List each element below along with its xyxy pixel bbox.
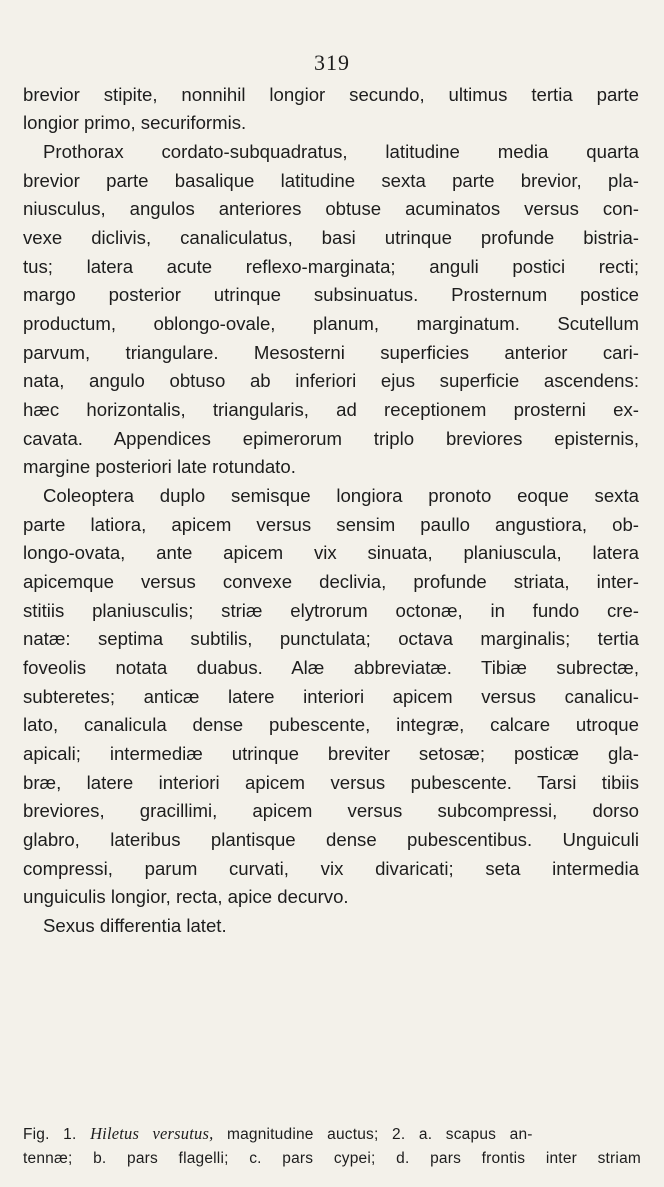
text-line: vexe diclivis, canaliculatus, basi utrinque profunde bistria-: [23, 227, 639, 248]
text-line: margo posterior utrinque subsinuatus. Prosternum postice: [23, 284, 639, 305]
text-line: longo-ovata, ante apicem vix sinuata, planiuscula, latera: [23, 542, 639, 563]
text-line: Sexus differentia latet.: [43, 915, 227, 936]
text-line: breviores, gracillimi, apicem versus subcompressi, dorso: [23, 800, 639, 821]
text-line: compressi, parum curvati, vix divaricati; seta intermedia: [23, 858, 639, 879]
figure-caption-line-2: tennæ; b. pars flagelli; c. pars cypei; d. pars frontis inter striam: [23, 1150, 641, 1167]
text-line: cavata. Appendices epimerorum triplo breviores episternis,: [23, 428, 639, 449]
text-line: tus; latera acute reflexo-marginata; anguli postici recti;: [23, 256, 639, 277]
text-line: hæc horizontalis, triangularis, ad receptionem prosterni ex-: [23, 399, 639, 420]
text-line: productum, oblongo-ovale, planum, marginatum. Scutellum: [23, 313, 639, 334]
text-line: bræ, latere interiori apicem versus pubescente. Tarsi tibiis: [23, 772, 639, 793]
text-line: brevior stipite, nonnihil longior secundo, ultimus tertia parte: [23, 84, 639, 105]
text-line: margine posteriori late rotundato.: [23, 456, 296, 477]
text-line: apicali; intermediæ utrinque breviter setosæ; posticæ gla-: [23, 743, 639, 764]
text-line: glabro, lateribus plantisque dense pubescentibus. Unguiculi: [23, 829, 639, 850]
figure-caption-line-1: [23, 1124, 533, 1145]
text-line: parvum, triangulare. Mesosterni superficies anterior cari-: [23, 342, 639, 363]
text-line: stitiis planiusculis; striæ elytrorum octonæ, in fundo cre-: [23, 600, 639, 621]
text-line: longior primo, securiformis.: [23, 112, 247, 133]
text-line: unguiculis longior, recta, apice decurvo.: [23, 886, 349, 907]
page-number: 319: [314, 50, 350, 75]
text-line: niusculus, angulos anteriores obtuse acuminatos versus con-: [23, 198, 639, 219]
text-line: Prothorax cordato-subquadratus, latitudine media quarta: [43, 141, 639, 162]
text-line: lato, canalicula dense pubescente, integræ, calcare utroque: [23, 714, 639, 735]
figure-label: Fig. 1.: [23, 1126, 77, 1143]
text-line: parte latiora, apicem versus sensim paullo angustiora, ob-: [23, 514, 639, 535]
text-line: brevior parte basalique latitudine sexta parte brevior, pla-: [23, 170, 639, 191]
caption-text: magnitudine auctus; 2. a. scapus an-: [226, 1126, 533, 1143]
text-line: natæ: septima subtilis, punctulata; octava marginalis; tertia: [23, 628, 639, 649]
text-line: subteretes; anticæ latere interiori apicem versus canalicu-: [23, 686, 639, 707]
text-line: nata, angulo obtuso ab inferiori ejus superficie ascendens:: [23, 370, 639, 391]
text-line: Coleoptera duplo semisque longiora pronoto eoque sexta: [43, 485, 639, 506]
text-line: foveolis notata duabus. Alæ abbreviatæ. Tibiæ subrectæ,: [23, 657, 639, 678]
species-name: Hiletus versutus,: [90, 1124, 214, 1143]
text-line: apicemque versus convexe declivia, profunde striata, inter-: [23, 571, 639, 592]
